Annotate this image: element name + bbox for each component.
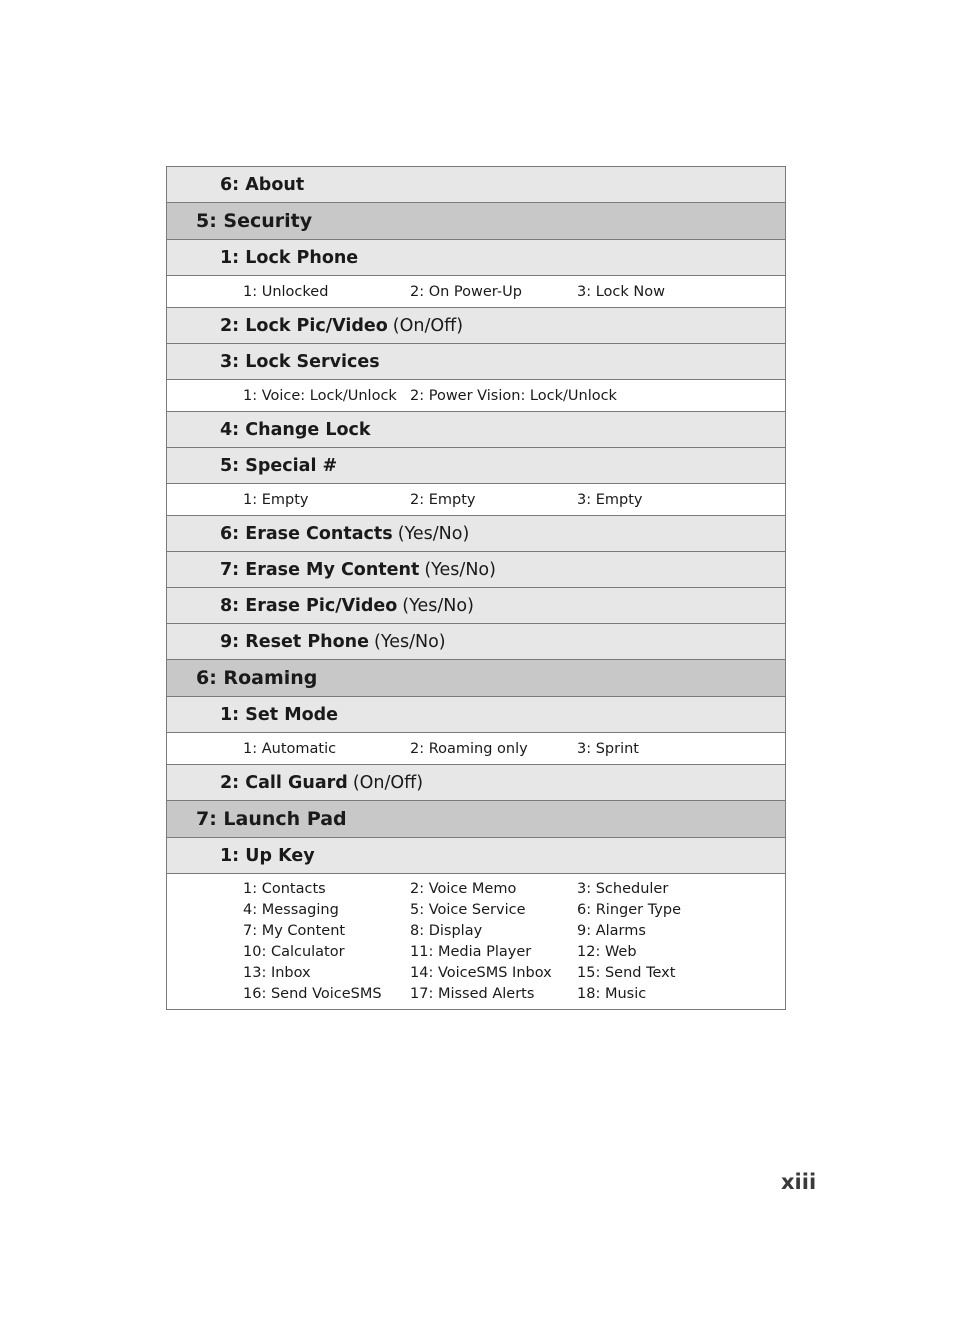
- option-item: 5: Voice Service: [410, 902, 526, 918]
- menu-section-roaming: [167, 660, 785, 697]
- option-item: 2: Empty: [410, 491, 476, 508]
- menu-item-erase-pic-video: [167, 588, 785, 624]
- menu-item-label: 1: Up Key: [220, 845, 315, 866]
- option-item: 8: Display: [410, 923, 483, 939]
- menu-item-label: 5: Special #: [220, 455, 338, 476]
- menu-item-lock-phone: [167, 240, 785, 276]
- option-item: 2: Power Vision: Lock/Unlock: [410, 387, 617, 404]
- option-item: 11: Media Player: [410, 944, 532, 960]
- options-up-key: [167, 874, 785, 1009]
- option-item: 2: Roaming only: [410, 740, 528, 757]
- section-label: 5: Security: [196, 210, 313, 232]
- option-item: 1: Voice: Lock/Unlock: [243, 387, 397, 404]
- option-item: 12: Web: [577, 944, 637, 960]
- menu-item-label: 3: Lock Services: [220, 351, 380, 372]
- menu-item-set-mode: [167, 697, 785, 733]
- option-item: 1: Empty: [243, 491, 309, 508]
- option-item: 15: Send Text: [577, 965, 676, 981]
- option-item: 7: My Content: [243, 923, 346, 939]
- menu-item-label: 4: Change Lock: [220, 419, 371, 440]
- options-lock-services: [167, 380, 785, 412]
- option-item: 2: Voice Memo: [410, 881, 517, 897]
- section-label: 7: Launch Pad: [196, 808, 347, 830]
- menu-item-label: 7: Erase My Content: [220, 559, 420, 580]
- menu-item-suffix: (Yes/No): [397, 523, 470, 544]
- menu-item-suffix: (Yes/No): [424, 559, 496, 580]
- option-item: 16: Send VoiceSMS: [243, 986, 382, 1002]
- menu-item-label: 1: Set Mode: [220, 704, 339, 725]
- menu-item-erase-my-content: [167, 552, 785, 588]
- option-item: 1: Unlocked: [243, 283, 329, 300]
- menu-item-suffix: (On/Off): [352, 772, 424, 793]
- option-item: 1: Automatic: [243, 740, 337, 757]
- menu-item-change-lock: [167, 412, 785, 448]
- menu-item-up-key: [167, 838, 785, 874]
- menu-item-label: 6: Erase Contacts: [220, 523, 393, 544]
- menu-section-launch-pad: [167, 801, 785, 838]
- menu-item-about: [167, 167, 785, 203]
- menu-item-suffix: (Yes/No): [374, 631, 446, 652]
- option-item: 6: Ringer Type: [577, 902, 682, 918]
- menu-item-reset-phone: [167, 624, 785, 660]
- menu-table: [166, 166, 786, 1010]
- page-number: xiii: [781, 1170, 817, 1194]
- menu-item-label: 1: Lock Phone: [220, 247, 359, 268]
- option-item: 4: Messaging: [243, 902, 339, 918]
- option-item: 14: VoiceSMS Inbox: [410, 965, 552, 981]
- menu-item-lock-pic-video: [167, 308, 785, 344]
- menu-item-label: 9: Reset Phone: [220, 631, 369, 652]
- option-item: 10: Calculator: [243, 944, 345, 960]
- option-item: 9: Alarms: [577, 923, 646, 939]
- option-item: 3: Sprint: [577, 740, 639, 757]
- option-item: 3: Lock Now: [577, 283, 665, 300]
- menu-item-erase-contacts: [167, 516, 785, 552]
- menu-section-security: [167, 203, 785, 240]
- menu-item-lock-services: [167, 344, 785, 380]
- menu-item-label: 2: Lock Pic/Video: [220, 315, 388, 336]
- menu-item-label: 8: Erase Pic/Video: [220, 595, 398, 616]
- option-item: 3: Scheduler: [577, 881, 669, 897]
- options-lock-phone: [167, 276, 785, 308]
- menu-item-call-guard: [167, 765, 785, 801]
- option-item: 2: On Power-Up: [410, 283, 522, 300]
- menu-item-suffix: (On/Off): [392, 315, 464, 336]
- section-label: 6: Roaming: [196, 667, 318, 689]
- option-item: 13: Inbox: [243, 965, 311, 981]
- menu-item-label: 6: About: [220, 174, 305, 195]
- menu-item-label: 2: Call Guard: [220, 772, 348, 793]
- option-item: 3: Empty: [577, 491, 643, 508]
- option-item: 17: Missed Alerts: [410, 986, 535, 1002]
- options-special-number: [167, 484, 785, 516]
- menu-item-suffix: (Yes/No): [402, 595, 474, 616]
- option-item: 18: Music: [577, 986, 647, 1002]
- options-set-mode: [167, 733, 785, 765]
- option-item: 1: Contacts: [243, 881, 326, 897]
- menu-item-special-number: [167, 448, 785, 484]
